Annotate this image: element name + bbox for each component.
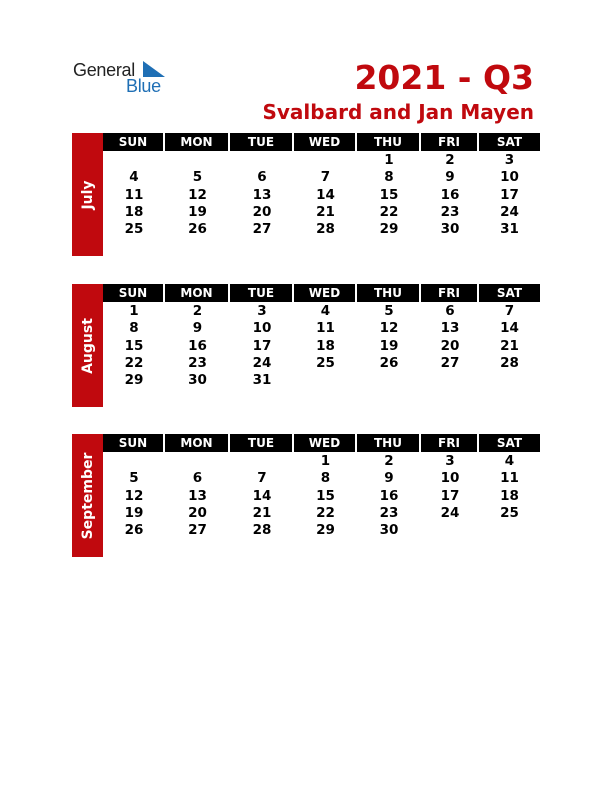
day-cell: 20 bbox=[252, 203, 272, 220]
day-cell: 7 bbox=[320, 169, 331, 186]
day-cell bbox=[230, 152, 294, 169]
day-cell: 18 bbox=[500, 487, 519, 504]
day-cell: 30 bbox=[188, 372, 207, 389]
day-cell: 2 bbox=[192, 303, 203, 319]
weekday-sun: SUN bbox=[103, 133, 165, 151]
day-cell: 21 bbox=[500, 337, 519, 354]
day-cell: 29 bbox=[316, 522, 335, 539]
day-cell: 27 bbox=[252, 221, 272, 238]
day-cell: 15 bbox=[379, 186, 399, 203]
day-cell: 24 bbox=[252, 354, 272, 371]
day-cell: 12 bbox=[124, 487, 144, 504]
weekday-tue: TUE bbox=[230, 284, 294, 302]
weekday-mon: MON bbox=[165, 133, 230, 151]
day-cell: 28 bbox=[500, 354, 519, 371]
month-name: September bbox=[79, 452, 96, 539]
day-cell: 24 bbox=[440, 504, 460, 521]
page-title: 2021 - Q3 bbox=[354, 58, 534, 97]
day-cell: 19 bbox=[188, 203, 207, 220]
day-cell: 7 bbox=[257, 470, 267, 487]
day-grid bbox=[103, 303, 540, 389]
weekday-header bbox=[103, 133, 540, 151]
day-cell: 4 bbox=[504, 453, 515, 469]
day-cell: 16 bbox=[188, 337, 207, 354]
day-cell: 23 bbox=[188, 354, 207, 371]
weekday-header bbox=[103, 434, 540, 452]
day-cell: 20 bbox=[440, 337, 460, 354]
day-cell: 2 bbox=[445, 152, 455, 168]
weekday-thu: THU bbox=[357, 434, 421, 452]
day-cell: 6 bbox=[445, 303, 455, 319]
weekday-sat: SAT bbox=[479, 284, 540, 302]
week-row bbox=[103, 355, 540, 372]
week-row bbox=[103, 453, 540, 470]
day-cell: 5 bbox=[192, 169, 203, 186]
month-name: July bbox=[79, 179, 96, 210]
day-cell: 3 bbox=[257, 303, 267, 319]
weekday-mon: MON bbox=[165, 284, 230, 302]
day-cell: 17 bbox=[440, 487, 460, 504]
day-cell: 3 bbox=[445, 453, 455, 469]
week-row bbox=[103, 303, 540, 320]
weekday-fri: FRI bbox=[421, 434, 479, 452]
week-row bbox=[103, 488, 540, 505]
week-row bbox=[103, 152, 540, 169]
day-cell: 10 bbox=[500, 169, 519, 186]
day-cell: 25 bbox=[500, 504, 519, 521]
day-cell: 5 bbox=[384, 303, 394, 319]
day-cell: 8 bbox=[384, 169, 394, 186]
day-grid bbox=[103, 152, 540, 238]
day-cell: 19 bbox=[379, 337, 399, 354]
day-cell: 2 bbox=[384, 453, 394, 469]
day-cell: 28 bbox=[316, 221, 335, 238]
day-cell: 22 bbox=[379, 203, 399, 220]
week-row bbox=[103, 204, 540, 221]
day-cell: 30 bbox=[440, 221, 460, 238]
day-cell: 24 bbox=[500, 203, 519, 220]
day-cell: 17 bbox=[252, 337, 272, 354]
day-cell: 14 bbox=[500, 320, 519, 337]
day-cell: 1 bbox=[129, 303, 139, 319]
day-cell: 13 bbox=[440, 320, 460, 337]
weekday-wed: WED bbox=[294, 434, 357, 452]
day-cell: 14 bbox=[252, 487, 272, 504]
day-cell: 27 bbox=[440, 354, 460, 371]
weekday-fri: FRI bbox=[421, 284, 479, 302]
day-cell: 17 bbox=[500, 186, 519, 203]
logo bbox=[73, 60, 173, 96]
day-cell bbox=[165, 152, 230, 169]
page-subtitle: Svalbard and Jan Mayen bbox=[262, 100, 534, 124]
day-cell bbox=[294, 372, 357, 389]
weekday-sat: SAT bbox=[479, 133, 540, 151]
day-cell: 15 bbox=[124, 337, 144, 354]
weekday-sat: SAT bbox=[479, 434, 540, 452]
day-cell: 18 bbox=[124, 203, 144, 220]
day-cell: 18 bbox=[316, 337, 335, 354]
month-tab bbox=[72, 434, 103, 557]
day-cell: 9 bbox=[445, 169, 455, 186]
weekday-header bbox=[103, 284, 540, 302]
day-cell: 6 bbox=[257, 169, 267, 186]
day-cell: 29 bbox=[379, 221, 399, 238]
day-cell: 25 bbox=[124, 221, 144, 238]
week-row bbox=[103, 320, 540, 337]
weekday-thu: THU bbox=[357, 133, 421, 151]
day-cell: 14 bbox=[316, 186, 335, 203]
day-cell bbox=[421, 372, 479, 389]
weekday-sun: SUN bbox=[103, 434, 165, 452]
day-cell: 15 bbox=[316, 487, 335, 504]
week-row bbox=[103, 470, 540, 487]
day-cell: 11 bbox=[500, 470, 519, 487]
month-tab bbox=[72, 284, 103, 407]
weekday-tue: TUE bbox=[230, 133, 294, 151]
day-cell: 26 bbox=[188, 221, 207, 238]
flag-icon bbox=[143, 61, 165, 77]
day-cell: 30 bbox=[379, 522, 399, 539]
weekday-mon: MON bbox=[165, 434, 230, 452]
logo-general-text: General bbox=[73, 60, 135, 80]
weekday-fri: FRI bbox=[421, 133, 479, 151]
day-cell bbox=[479, 522, 540, 539]
month-tab bbox=[72, 133, 103, 256]
day-cell: 5 bbox=[129, 470, 139, 487]
day-cell: 1 bbox=[384, 152, 394, 168]
day-cell: 12 bbox=[188, 186, 207, 203]
day-cell: 9 bbox=[384, 470, 394, 487]
day-cell bbox=[294, 152, 357, 169]
day-cell: 23 bbox=[440, 203, 460, 220]
day-cell bbox=[165, 453, 230, 470]
day-cell: 11 bbox=[316, 320, 335, 337]
week-row bbox=[103, 221, 540, 238]
day-cell: 4 bbox=[320, 303, 331, 319]
day-cell bbox=[479, 372, 540, 389]
day-cell bbox=[421, 522, 479, 539]
weekday-wed: WED bbox=[294, 133, 357, 151]
week-row bbox=[103, 505, 540, 522]
day-cell: 25 bbox=[316, 354, 335, 371]
day-cell: 22 bbox=[124, 354, 144, 371]
day-cell: 8 bbox=[320, 470, 331, 487]
weekday-thu: THU bbox=[357, 284, 421, 302]
day-cell: 12 bbox=[379, 320, 399, 337]
day-cell: 23 bbox=[379, 504, 399, 521]
day-cell: 7 bbox=[504, 303, 515, 319]
logo-blue-text: Blue bbox=[126, 76, 161, 96]
day-cell: 11 bbox=[124, 186, 144, 203]
day-cell: 20 bbox=[188, 504, 207, 521]
day-cell: 1 bbox=[320, 453, 331, 469]
day-cell: 26 bbox=[379, 354, 399, 371]
weekday-sun: SUN bbox=[103, 284, 165, 302]
day-cell bbox=[357, 372, 421, 389]
day-cell: 22 bbox=[316, 504, 335, 521]
day-cell: 10 bbox=[440, 470, 460, 487]
day-grid bbox=[103, 453, 540, 539]
day-cell: 27 bbox=[188, 522, 207, 539]
day-cell: 6 bbox=[192, 470, 203, 487]
day-cell: 3 bbox=[504, 152, 515, 168]
day-cell: 26 bbox=[124, 522, 144, 539]
day-cell: 31 bbox=[252, 372, 272, 389]
day-cell: 13 bbox=[188, 487, 207, 504]
day-cell: 31 bbox=[500, 221, 519, 238]
day-cell: 19 bbox=[124, 504, 144, 521]
week-row bbox=[103, 372, 540, 389]
week-row bbox=[103, 187, 540, 204]
day-cell: 16 bbox=[440, 186, 460, 203]
day-cell bbox=[103, 152, 165, 169]
day-cell: 16 bbox=[379, 487, 399, 504]
week-row bbox=[103, 338, 540, 355]
day-cell: 13 bbox=[252, 186, 272, 203]
day-cell: 21 bbox=[252, 504, 272, 521]
day-cell: 4 bbox=[129, 169, 139, 186]
day-cell: 29 bbox=[124, 372, 144, 389]
day-cell: 28 bbox=[252, 522, 272, 539]
weekday-tue: TUE bbox=[230, 434, 294, 452]
month-name: August bbox=[79, 317, 96, 374]
week-row bbox=[103, 522, 540, 539]
weekday-wed: WED bbox=[294, 284, 357, 302]
day-cell: 21 bbox=[316, 203, 335, 220]
day-cell: 8 bbox=[129, 320, 139, 337]
day-cell: 10 bbox=[252, 320, 272, 337]
day-cell bbox=[103, 453, 165, 470]
day-cell: 9 bbox=[192, 320, 203, 337]
day-cell bbox=[230, 453, 294, 470]
week-row bbox=[103, 169, 540, 186]
